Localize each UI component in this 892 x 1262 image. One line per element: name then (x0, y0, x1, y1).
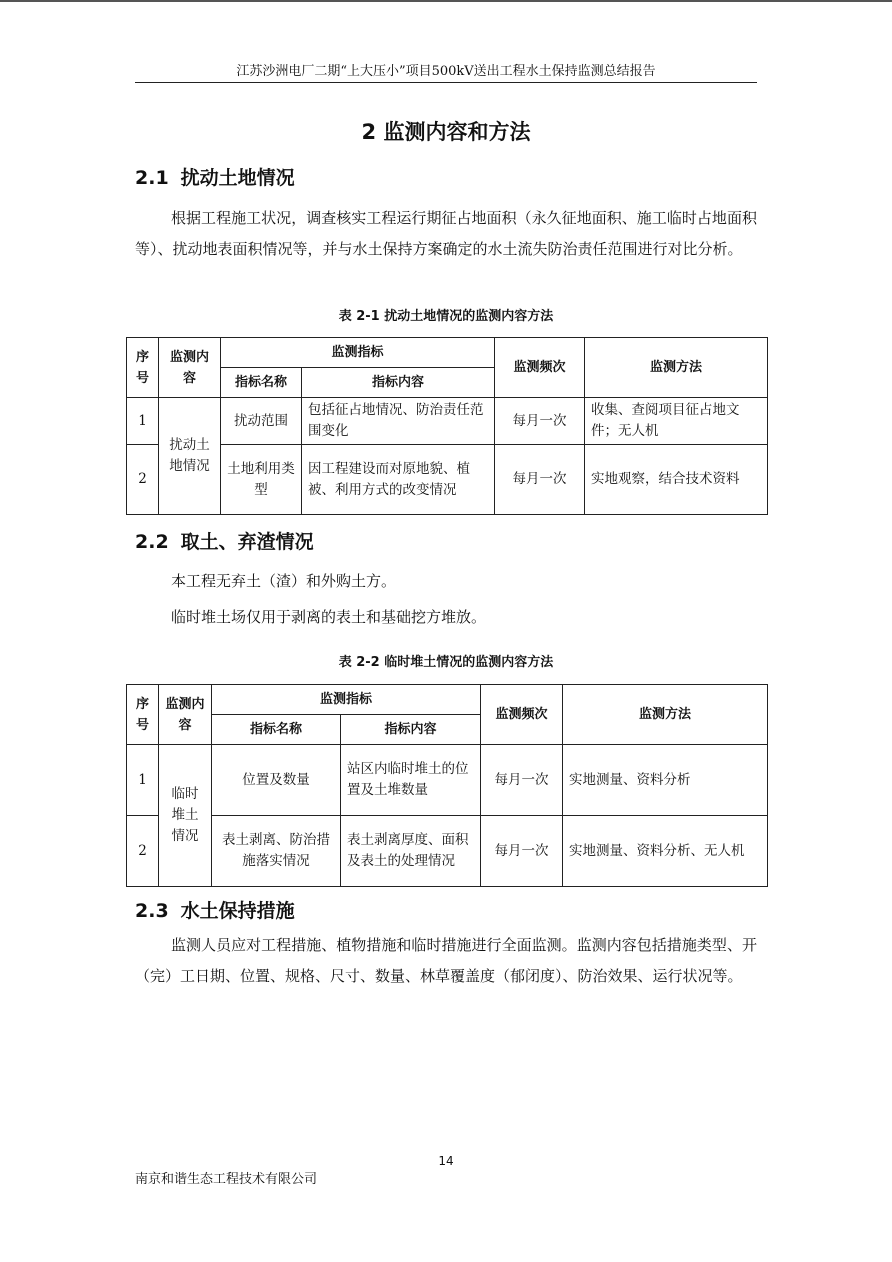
cell-indicator-name: 位置及数量 (212, 745, 341, 816)
paragraph: 根据工程施工状况，调查核实工程运行期征占地面积（永久征地面积、施工临时占地面积等）、扰动地表面积情况等，并与水土保持方案确定的水土流失防治责任范围进行对比分析。 (135, 209, 757, 258)
table-2-2 (126, 684, 768, 887)
section-title-2-2 (135, 529, 314, 555)
header-indicator-name: 指标名称 (221, 368, 302, 398)
table-row (127, 445, 768, 515)
table-2-1 (126, 337, 768, 515)
cell-group: 临时堆土情况 (159, 745, 212, 887)
header-indicator-content: 指标内容 (341, 715, 481, 745)
table-caption: 表 2-2 临时堆土情况的监测内容方法 (338, 655, 554, 670)
section-number: 2.1 (135, 167, 169, 189)
header-frequency: 监测频次 (495, 338, 585, 398)
header-indicator-content: 指标内容 (302, 368, 495, 398)
cell-seq: 1 (127, 745, 159, 816)
header-method: 监测方法 (585, 338, 768, 398)
section-title-2-1 (135, 165, 295, 191)
table-caption: 表 2-1 扰动土地情况的监测内容方法 (338, 309, 554, 324)
section-label: 水土保持措施 (180, 900, 295, 922)
chapter-title: 2 监测内容和方法 (361, 120, 531, 144)
cell-indicator-content: 因工程建设而对原地貌、植被、利用方式的改变情况 (302, 445, 495, 515)
header-seq: 序号 (127, 685, 159, 745)
cell-frequency: 每月一次 (481, 816, 563, 887)
cell-method: 实地观察，结合技术资料 (585, 445, 768, 515)
header-indicator-name: 指标名称 (212, 715, 341, 745)
table-row (127, 398, 768, 445)
section-number: 2.2 (135, 531, 169, 553)
cell-method: 实地测量、资料分析、无人机 (563, 816, 768, 887)
cell-frequency: 每月一次 (481, 745, 563, 816)
header-rule (135, 82, 757, 83)
table-row (127, 816, 768, 887)
header-content: 监测内容 (159, 338, 221, 398)
cell-indicator-name: 表土剥离、防治措施落实情况 (212, 816, 341, 887)
header-indicator: 监测指标 (212, 685, 481, 715)
paragraph: 本工程无弃土（渣）和外购土方。 (171, 572, 397, 590)
top-border (0, 0, 892, 2)
table-row (127, 745, 768, 816)
cell-indicator-name: 土地利用类型 (221, 445, 302, 515)
cell-indicator-content: 表土剥离厚度、面积及表土的处理情况 (341, 816, 481, 887)
paragraph: 临时堆土场仅用于剥离的表土和基础挖方堆放。 (171, 608, 487, 626)
cell-method: 收集、查阅项目征占地文件；无人机 (585, 398, 768, 445)
running-header: 江苏沙洲电厂二期“上大压小”项目500kV送出工程水土保持监测总结报告 (236, 64, 656, 79)
footer-company: 南京和谐生态工程技术有限公司 (135, 1172, 318, 1187)
section-title-2-3 (135, 898, 295, 924)
header-method: 监测方法 (563, 685, 768, 745)
header-indicator: 监测指标 (221, 338, 495, 368)
paragraph: 监测人员应对工程措施、植物措施和临时措施进行全面监测。监测内容包括措施类型、开（完）工日期、位置、规格、尺寸、数量、林草覆盖度（郁闭度）、防治效果、运行状况等。 (135, 936, 757, 985)
header-seq: 序号 (127, 338, 159, 398)
cell-seq: 2 (127, 445, 159, 515)
cell-indicator-content: 站区内临时堆土的位置及土堆数量 (341, 745, 481, 816)
section-number: 2.3 (135, 900, 169, 922)
section-label: 扰动土地情况 (180, 167, 295, 189)
page-number: 14 (438, 1154, 454, 1168)
cell-indicator-name: 扰动范围 (221, 398, 302, 445)
cell-method: 实地测量、资料分析 (563, 745, 768, 816)
cell-seq: 1 (127, 398, 159, 445)
cell-frequency: 每月一次 (495, 398, 585, 445)
cell-indicator-content: 包括征占地情况、防治责任范围变化 (302, 398, 495, 445)
section-label: 取土、弃渣情况 (180, 531, 314, 553)
cell-group: 扰动土地情况 (159, 398, 221, 515)
header-content: 监测内容 (159, 685, 212, 745)
cell-seq: 2 (127, 816, 159, 887)
header-frequency: 监测频次 (481, 685, 563, 745)
cell-frequency: 每月一次 (495, 445, 585, 515)
